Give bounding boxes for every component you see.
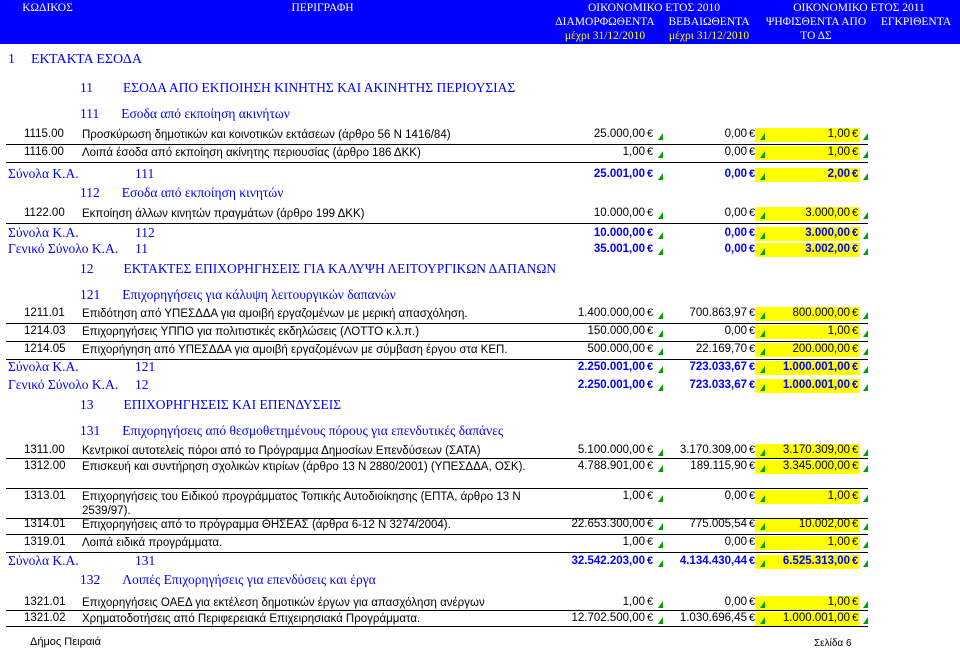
- amount-value: 22.653.300,00: [571, 518, 645, 530]
- green-marker-icon: [863, 523, 868, 530]
- level-label: ΕΠΙΧΟΡΗΓΗΣΕΙΣ ΚΑΙ ΕΠΕΝΔΥΣΕΙΣ: [123, 397, 342, 412]
- level-label: Λοιπές Επιχορηγήσεις για επενδύσεις και έργα: [122, 572, 376, 587]
- green-marker-icon: [658, 330, 663, 337]
- row-description: Προσκύρωση δημοτικών και κοινοτικών εκτάσεων (άρθρο 56 Ν 1416/84): [82, 129, 451, 141]
- euro-symbol: €: [852, 536, 859, 548]
- amount-value: 4.788.901,00: [577, 460, 645, 472]
- row-code: 1314.01: [24, 518, 66, 530]
- green-marker-icon: [658, 232, 663, 239]
- euro-symbol: €: [647, 207, 654, 219]
- green-marker-icon: [863, 617, 868, 624]
- total-label: Γενικό Σύνολο Κ.Α.: [8, 377, 119, 392]
- euro-symbol: €: [749, 307, 756, 319]
- euro-symbol: €: [749, 207, 756, 219]
- euro-symbol: €: [749, 146, 756, 158]
- amount-value: 0,00: [724, 243, 747, 255]
- euro-symbol: €: [647, 596, 654, 608]
- euro-symbol: €: [852, 490, 859, 502]
- amount-value: 723.033,67: [689, 379, 747, 391]
- green-marker-icon: [760, 348, 765, 355]
- green-marker-icon: [863, 330, 868, 337]
- euro-symbol: €: [647, 343, 654, 355]
- row-code: 1116.00: [24, 146, 64, 158]
- green-marker-icon: [760, 330, 765, 337]
- level-13: [80, 397, 341, 413]
- euro-symbol: €: [852, 460, 859, 472]
- euro-symbol: €: [852, 596, 859, 608]
- level-1: [8, 52, 142, 68]
- green-marker-icon: [760, 541, 765, 548]
- amount-value: 0,00: [724, 146, 747, 158]
- total-code: 111: [135, 166, 155, 181]
- table-header: [0, 0, 960, 44]
- amount-value: 25.000,00: [593, 128, 645, 140]
- euro-symbol: €: [852, 227, 859, 239]
- green-marker-icon: [760, 312, 765, 319]
- amount-value: 3.170.309,00: [679, 444, 747, 456]
- amount-value: 1,00: [827, 146, 850, 158]
- euro-symbol: €: [647, 168, 654, 180]
- euro-symbol: €: [749, 518, 756, 530]
- row-description: Επιχορηγήσεις ΥΠΠΟ για πολιτιστικές εκδηλώσεις (ΛΟΤΤΟ κ.λ.π.): [82, 326, 420, 338]
- green-marker-icon: [863, 212, 868, 219]
- level-121: [80, 287, 396, 303]
- row-divider: [6, 626, 868, 627]
- amount-value: 3.000,00: [805, 207, 850, 219]
- amount-value: 1.400.000,00: [577, 307, 645, 319]
- row-code: 1321.01: [24, 596, 66, 608]
- amount-value: 1,00: [622, 536, 645, 548]
- euro-symbol: €: [647, 536, 654, 548]
- amount-value: 1,00: [827, 325, 850, 337]
- amount-value: 1.030.696,45: [679, 612, 747, 624]
- level-label: ΕΚΤΑΚΤΕΣ ΕΠΙΧΟΡΗΓΗΣΕΙΣ ΓΙΑ ΚΑΛΥΨΗ ΛΕΙΤΟΥΡΓΙΚΩΝ ΔΑΠΑΝΩΝ: [123, 261, 557, 276]
- row-description: Επιχορηγήσεις ΟΑΕΔ για εκτέλεση δημοτικών έργων για απασχόληση ανέργων: [82, 597, 485, 609]
- euro-symbol: €: [749, 128, 756, 140]
- header-formed: ΔΙΑΜΟΡΦΩΘΕΝΤΑ: [555, 16, 655, 28]
- row-description: Επιχορήγηση από ΥΠΕΣΔΔΑ για αμοιβή εργαζομένων με σύμβαση έργου στα ΚΕΠ.: [82, 344, 508, 356]
- euro-symbol: €: [647, 379, 654, 391]
- green-marker-icon: [863, 541, 868, 548]
- amount-value: 0,00: [724, 490, 747, 502]
- amount-value: 1.000.001,00: [782, 379, 850, 391]
- green-marker-icon: [863, 248, 868, 255]
- total-code: 121: [135, 359, 156, 374]
- row-code: 1311.00: [24, 444, 65, 456]
- amount-value: 10.002,00: [798, 518, 850, 530]
- green-marker-icon: [658, 384, 663, 391]
- green-marker-icon: [658, 133, 663, 140]
- green-marker-icon: [658, 151, 663, 158]
- euro-symbol: €: [749, 325, 756, 337]
- euro-symbol: €: [749, 444, 756, 456]
- green-marker-icon: [760, 232, 765, 239]
- header-formed-sub: μέχρι 31/12/2010: [564, 30, 646, 42]
- row-description: Επισκευή και συντήρηση σχολικών κτιρίων (άρθρο 13 Ν 2880/2001) (ΥΠΕΣΔΔΑ, ΟΣΚ).: [82, 461, 526, 473]
- row-divider: [6, 223, 868, 224]
- level-label: ΕΚΤΑΚΤΑ ΕΣΟΔΑ: [31, 52, 142, 67]
- euro-symbol: €: [749, 227, 756, 239]
- header-code: ΚΩΔΙΚΟΣ: [22, 2, 73, 14]
- row-divider: [6, 323, 868, 324]
- row-description: Χρηματοδοτήσεις από Περιφερειακά Επιχειρησιακά Προγράμματα.: [82, 613, 421, 625]
- row-code: 1122.00: [24, 207, 65, 219]
- amount-value: 1,00: [827, 596, 850, 608]
- level-131: [80, 423, 503, 439]
- amount-value: 35.001,00: [593, 243, 645, 255]
- amount-value: 775.005,54: [689, 518, 747, 530]
- green-marker-icon: [863, 348, 868, 355]
- green-marker-icon: [658, 541, 663, 548]
- header-voted-sub: ΤΟ ΔΣ: [800, 30, 832, 42]
- amount-value: 1,00: [622, 490, 645, 502]
- amount-value: 3.002,00: [805, 243, 850, 255]
- green-marker-icon: [863, 151, 868, 158]
- green-marker-icon: [658, 449, 663, 456]
- amount-value: 6.525.313,00: [782, 555, 850, 567]
- amount-value: 1.000.001,00: [782, 361, 850, 373]
- amount-value: 25.001,00: [593, 168, 645, 180]
- total-label: Σύνολα Κ.Α.: [8, 166, 79, 181]
- row-divider: [6, 341, 868, 342]
- euro-symbol: €: [852, 555, 859, 567]
- green-marker-icon: [760, 449, 765, 456]
- euro-symbol: €: [749, 379, 756, 391]
- amount-value: 0,00: [724, 227, 747, 239]
- level-code: 12: [80, 261, 94, 276]
- level-code: 11: [80, 80, 93, 95]
- green-marker-icon: [658, 601, 663, 608]
- euro-symbol: €: [647, 612, 654, 624]
- green-marker-icon: [658, 617, 663, 624]
- level-label: Εσοδα από εκποίηση ακινήτων: [121, 106, 290, 121]
- row-description: Εκποίηση άλλων κινητών πραγμάτων (άρθρο 199 ΔΚΚ): [82, 208, 365, 220]
- header-description: ΠΕΡΙΓΡΑΦΗ: [291, 2, 354, 14]
- header-fiscal-year-2010: ΟΙΚΟΝΟΜΙΚΟ ΕΤΟΣ 2010: [587, 2, 721, 14]
- euro-symbol: €: [647, 307, 654, 319]
- green-marker-icon: [863, 232, 868, 239]
- amount-value: 0,00: [724, 207, 747, 219]
- total-code: 12: [135, 377, 149, 392]
- green-marker-icon: [760, 465, 765, 472]
- amount-value: 150.000,00: [587, 325, 645, 337]
- amount-value: 723.033,67: [689, 361, 747, 373]
- euro-symbol: €: [749, 555, 756, 567]
- row-divider: [6, 144, 868, 145]
- row-description: Επιχορηγήσεις από το πρόγραμμα ΘΗΣΕΑΣ (άρθρα 6-12 Ν 3274/2004).: [82, 519, 451, 531]
- amount-value: 3.000,00: [805, 227, 850, 239]
- euro-symbol: €: [749, 343, 756, 355]
- amount-value: 200.000,00: [792, 343, 850, 355]
- level-code: 13: [80, 397, 94, 412]
- green-marker-icon: [760, 248, 765, 255]
- level-111: [80, 106, 290, 122]
- total-label: Σύνολα Κ.Α.: [8, 359, 79, 374]
- green-marker-icon: [658, 248, 663, 255]
- row-divider: [6, 534, 868, 535]
- euro-symbol: €: [852, 243, 859, 255]
- level-132: [80, 572, 376, 588]
- green-marker-icon: [658, 212, 663, 219]
- green-marker-icon: [658, 560, 663, 567]
- level-label: Επιχορηγήσεις από θεσμοθετημένους πόρους για επενδυτικές δαπάνες: [122, 423, 504, 438]
- green-marker-icon: [863, 495, 868, 502]
- green-marker-icon: [863, 560, 868, 567]
- row-code: 1214.05: [24, 343, 66, 355]
- euro-symbol: €: [647, 146, 654, 158]
- euro-symbol: €: [749, 361, 756, 373]
- euro-symbol: €: [749, 243, 756, 255]
- green-marker-icon: [863, 173, 868, 180]
- amount-value: 3.170.309,00: [782, 444, 850, 456]
- green-marker-icon: [658, 348, 663, 355]
- euro-symbol: €: [647, 444, 654, 456]
- amount-value: 1,00: [622, 146, 645, 158]
- euro-symbol: €: [852, 343, 859, 355]
- amount-value: 1,00: [827, 536, 850, 548]
- level-code: 1: [8, 52, 15, 67]
- header-voted: ΨΗΦΙΣΘΕΝΤΑ ΑΠΟ: [765, 16, 867, 28]
- euro-symbol: €: [852, 379, 859, 391]
- level-12: [80, 261, 556, 277]
- amount-value: 2,00: [827, 168, 850, 180]
- green-marker-icon: [760, 384, 765, 391]
- amount-value: 32.542.203,00: [571, 555, 645, 567]
- euro-symbol: €: [852, 307, 859, 319]
- green-marker-icon: [863, 366, 868, 373]
- amount-value: 800.000,00: [792, 307, 850, 319]
- amount-value: 10.000,00: [593, 227, 645, 239]
- row-code: 1214.03: [24, 325, 66, 337]
- level-112: [80, 185, 283, 201]
- level-label: Εσοδα από εκποίηση κινητών: [121, 185, 284, 200]
- amount-value: 500.000,00: [587, 343, 645, 355]
- level-code: 121: [80, 287, 101, 302]
- green-marker-icon: [760, 173, 765, 180]
- amount-value: 1,00: [827, 490, 850, 502]
- green-marker-icon: [760, 601, 765, 608]
- green-marker-icon: [760, 212, 765, 219]
- green-marker-icon: [760, 366, 765, 373]
- euro-symbol: €: [647, 227, 654, 239]
- euro-symbol: €: [852, 146, 859, 158]
- amount-value: 1,00: [827, 128, 850, 140]
- amount-value: 12.702.500,00: [571, 612, 645, 624]
- green-marker-icon: [760, 617, 765, 624]
- row-code: 1312.00: [24, 460, 66, 472]
- row-code: 1321.02: [24, 612, 66, 624]
- level-code: 112: [80, 185, 100, 200]
- green-marker-icon: [658, 495, 663, 502]
- euro-symbol: €: [749, 490, 756, 502]
- level-code: 111: [80, 106, 100, 121]
- amount-value: 0,00: [724, 128, 747, 140]
- row-divider: [6, 458, 868, 459]
- amount-value: 2.250.001,00: [577, 379, 645, 391]
- total-label: Γενικό Σύνολο Κ.Α.: [8, 241, 119, 256]
- total-code: 11: [135, 241, 148, 256]
- euro-symbol: €: [852, 207, 859, 219]
- row-description: Επιδότηση από ΥΠΕΣΔΔΑ για αμοιβή εργαζομένων με μερική απασχόληση.: [82, 308, 468, 320]
- amount-value: 0,00: [724, 536, 747, 548]
- row-code: 1211.01: [24, 307, 65, 319]
- euro-symbol: €: [852, 128, 859, 140]
- row-code: 1319.01: [24, 536, 66, 548]
- amount-value: 700.863,97: [689, 307, 747, 319]
- green-marker-icon: [658, 523, 663, 530]
- green-marker-icon: [863, 312, 868, 319]
- row-divider: [6, 610, 868, 611]
- amount-value: 5.100.000,00: [577, 444, 645, 456]
- euro-symbol: €: [852, 168, 859, 180]
- euro-symbol: €: [749, 536, 756, 548]
- row-description: Λοιπά έσοδα από εκποίηση ακίνητης περιουσίας (άρθρο 186 ΔΚΚ): [82, 147, 421, 159]
- green-marker-icon: [658, 465, 663, 472]
- amount-value: 0,00: [724, 596, 747, 608]
- euro-symbol: €: [749, 460, 756, 472]
- amount-value: 22.169,70: [695, 343, 747, 355]
- amount-value: 1,00: [622, 596, 645, 608]
- footer-organization: Δήμος Πειραιά: [30, 636, 101, 648]
- euro-symbol: €: [647, 518, 654, 530]
- green-marker-icon: [760, 523, 765, 530]
- green-marker-icon: [658, 366, 663, 373]
- level-code: 131: [80, 423, 101, 438]
- amount-value: 189.115,90: [690, 460, 747, 472]
- header-fiscal-year-2011: ΟΙΚΟΝΟΜΙΚΟ ΕΤΟΣ 2011: [793, 2, 925, 14]
- euro-symbol: €: [647, 555, 654, 567]
- euro-symbol: €: [749, 596, 756, 608]
- green-marker-icon: [760, 560, 765, 567]
- amount-value: 3.345.000,00: [782, 460, 850, 472]
- green-marker-icon: [760, 151, 765, 158]
- green-marker-icon: [658, 312, 663, 319]
- amount-value: 0,00: [724, 168, 747, 180]
- green-marker-icon: [658, 173, 663, 180]
- euro-symbol: €: [852, 444, 859, 456]
- total-code: 131: [135, 553, 156, 568]
- row-description: Λοιπά ειδικά προγράμματα.: [82, 537, 223, 549]
- green-marker-icon: [863, 465, 868, 472]
- amount-value: 0,00: [724, 325, 747, 337]
- row-divider: [6, 488, 868, 489]
- row-code: 1115.00: [24, 128, 64, 140]
- euro-symbol: €: [647, 325, 654, 337]
- amount-value: 10.000,00: [593, 207, 645, 219]
- total-label: Σύνολα Κ.Α.: [8, 225, 79, 240]
- amount-value: 1.000.001,00: [782, 612, 850, 624]
- amount-value: 4.134.430,44: [679, 555, 747, 567]
- green-marker-icon: [863, 449, 868, 456]
- green-marker-icon: [863, 384, 868, 391]
- green-marker-icon: [760, 495, 765, 502]
- header-certified-sub: μέχρι 31/12/2010: [668, 30, 750, 42]
- footer-page-number: Σελίδα 6: [814, 638, 852, 649]
- row-code: 1313.01: [24, 490, 66, 502]
- green-marker-icon: [863, 601, 868, 608]
- amount-value: 2.250.001,00: [577, 361, 645, 373]
- green-marker-icon: [863, 133, 868, 140]
- row-description: Επιχορηγήσεις του Ειδικού προγράμματος Τοπικής Αυτοδιοίκησης (ΕΠΤΑ, άρθρο 13 Ν 2539/97).: [82, 491, 521, 517]
- euro-symbol: €: [852, 325, 859, 337]
- euro-symbol: €: [749, 612, 756, 624]
- euro-symbol: €: [749, 168, 756, 180]
- level-11: [80, 80, 515, 96]
- level-label: Επιχορηγήσεις για κάλυψη λειτουργικών δαπανών: [122, 287, 396, 302]
- row-description: Κεντρικοί αυτοτελείς πόροι από το Πρόγραμμα Δημοσίων Επενδύσεων (ΣΑΤΑ): [82, 445, 481, 457]
- header-certified: ΒΕΒΑΙΩΘΕΝΤΑ: [668, 16, 750, 28]
- euro-symbol: €: [647, 128, 654, 140]
- row-divider: [6, 162, 868, 163]
- level-code: 132: [80, 572, 101, 587]
- euro-symbol: €: [852, 612, 859, 624]
- level-label: ΕΣΟΔΑ ΑΠΟ ΕΚΠΟΙΗΣΗ ΚΙΝΗΤΗΣ ΚΑΙ ΑΚΙΝΗΤΗΣ ΠΕΡΙΟΥΣΙΑΣ: [123, 80, 516, 95]
- total-label: Σύνολα Κ.Α.: [8, 553, 79, 568]
- euro-symbol: €: [647, 460, 654, 472]
- header-approved: ΕΓΚΡΙΘΕΝΤΑ: [880, 16, 952, 28]
- euro-symbol: €: [647, 490, 654, 502]
- euro-symbol: €: [647, 243, 654, 255]
- euro-symbol: €: [852, 361, 859, 373]
- green-marker-icon: [760, 133, 765, 140]
- euro-symbol: €: [852, 518, 859, 530]
- euro-symbol: €: [647, 361, 654, 373]
- total-code: 112: [135, 225, 155, 240]
